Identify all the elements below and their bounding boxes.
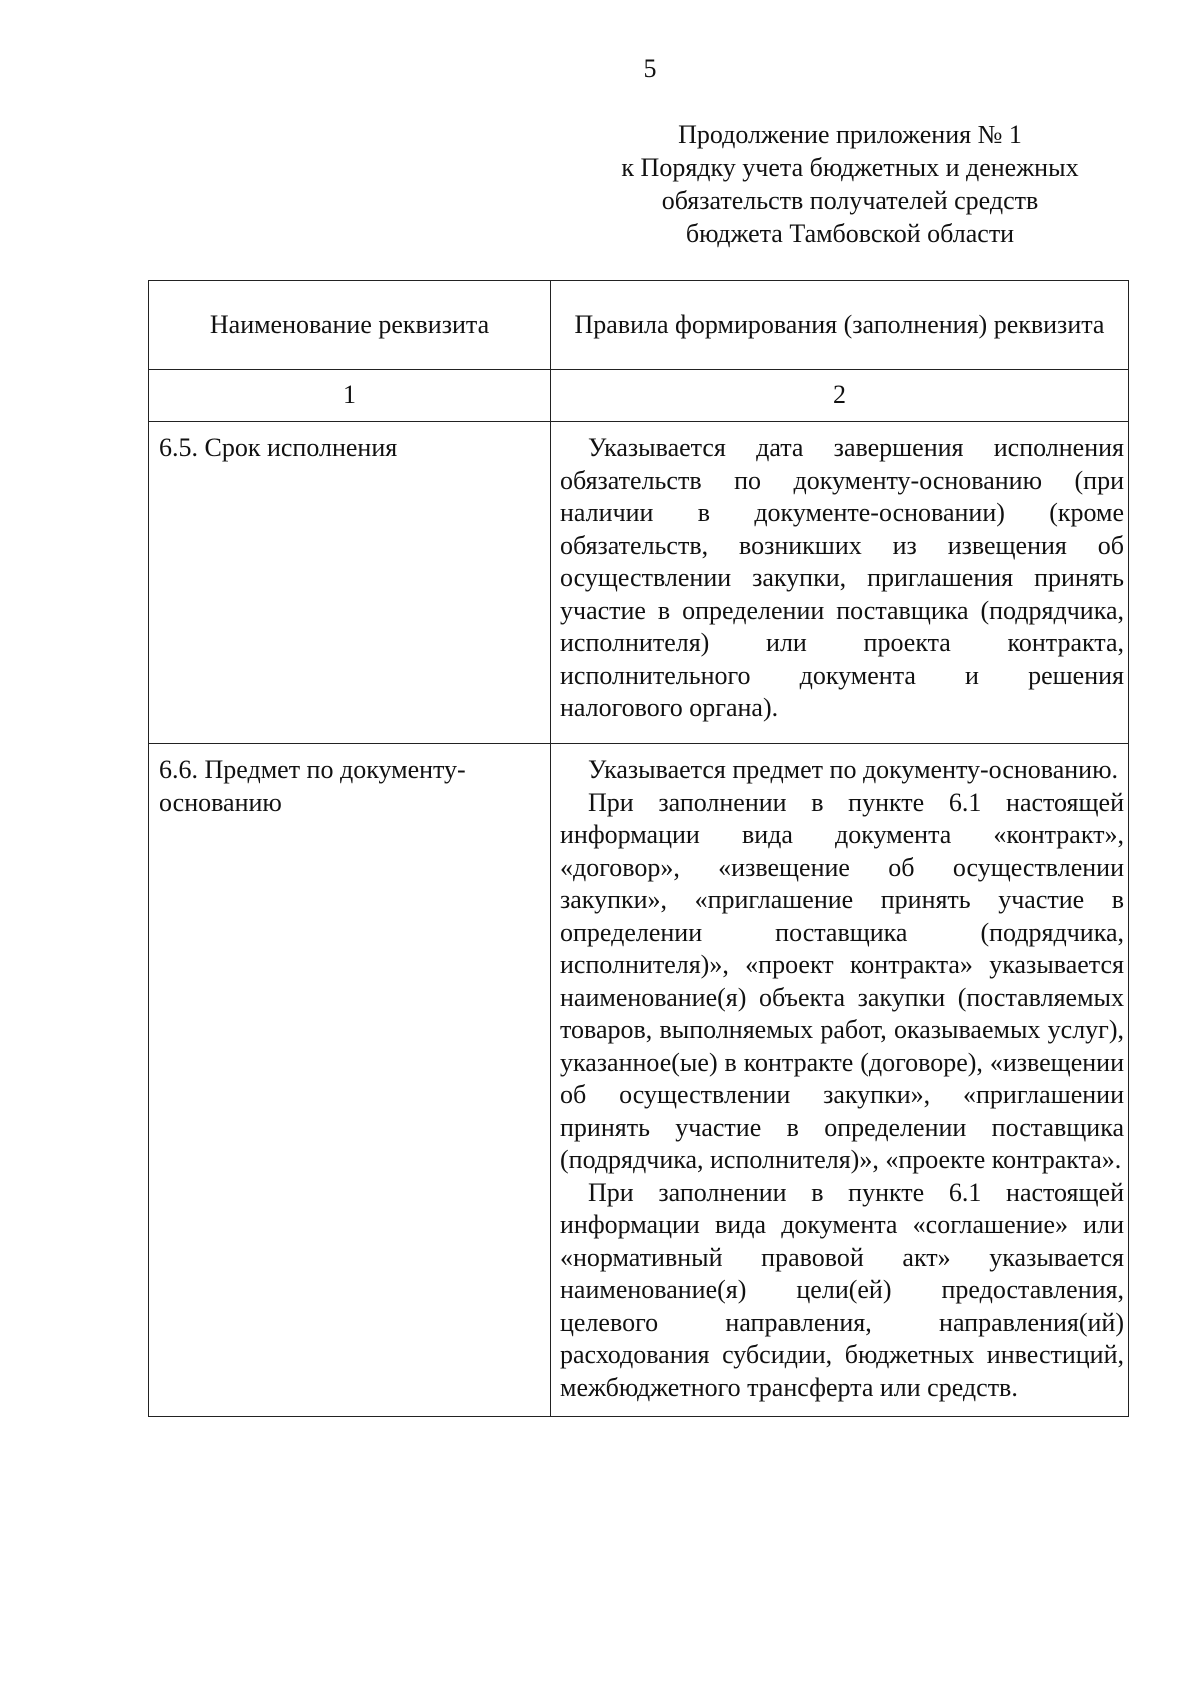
page-number: 5 [643, 54, 657, 83]
header-line: Продолжение приложения № 1 [678, 120, 1022, 149]
header-line: бюджета Тамбовской области [685, 219, 1015, 248]
column-number: 1 [149, 370, 551, 422]
appendix-header [600, 118, 1100, 250]
requisite-name-cell [149, 422, 551, 744]
requisites-table [148, 280, 1129, 1417]
table-row [149, 744, 1129, 1417]
column-header-name: Наименование реквизита [149, 281, 551, 370]
table-row [149, 422, 1129, 744]
rule-paragraph: При заполнении в пункте 6.1 настоящей информации вида документа «контракт», «договор», «извещение об осуществлении закупки», «приглашение принять участие в определении поставщика (подрядчика, исполнителя)», «проект контракта» указывается наименование(я) объекта закупки (поставляемых товаров, выполняемых работ, оказываемых услуг), указанное(ые) в контракте (договоре), «извещении об осуществлении закупки», «приглашении принять участие в определении поставщика (подрядчика, исполнителя)», «проекте контракта». [560, 787, 1124, 1174]
requisite-rule-cell [551, 422, 1129, 744]
requisite-rule-cell [551, 744, 1129, 1417]
requisite-name: 6.5. Срок исполнения [159, 433, 398, 462]
rule-paragraph: Указывается дата завершения исполнения обязательств по документу-основанию (при наличии в документе-основании) (кроме обязательств, возникших из извещения об осуществлении закупки, приглашения принять участие в определении поставщика (подрядчика, исполнителя) или проекта контракта, исполнительного документа и решения налогового органа). [560, 433, 1124, 722]
column-header-rules: Правила формирования (заполнения) реквизита [551, 281, 1129, 370]
rule-paragraph: При заполнении в пункте 6.1 настоящей информации вида документа «соглашение» или «нормативный правовой акт» указывается наименование(я) цели(ей) предоставления, целевого направления, направления(ий) расходования субсидии, бюджетных инвестиций, межбюджетного трансферта или средств. [560, 1177, 1124, 1402]
table-header-row [149, 281, 1129, 370]
table-number-row [149, 370, 1129, 422]
requisite-name-cell [149, 744, 551, 1417]
header-line: обязательств получателей средств [661, 186, 1039, 215]
column-number: 2 [551, 370, 1129, 422]
rule-paragraph: Указывается предмет по документу-основанию. [588, 755, 1119, 784]
header-line: к Порядку учета бюджетных и денежных [621, 153, 1079, 182]
requisite-name: 6.6. Предмет по документу-основанию [159, 755, 466, 817]
